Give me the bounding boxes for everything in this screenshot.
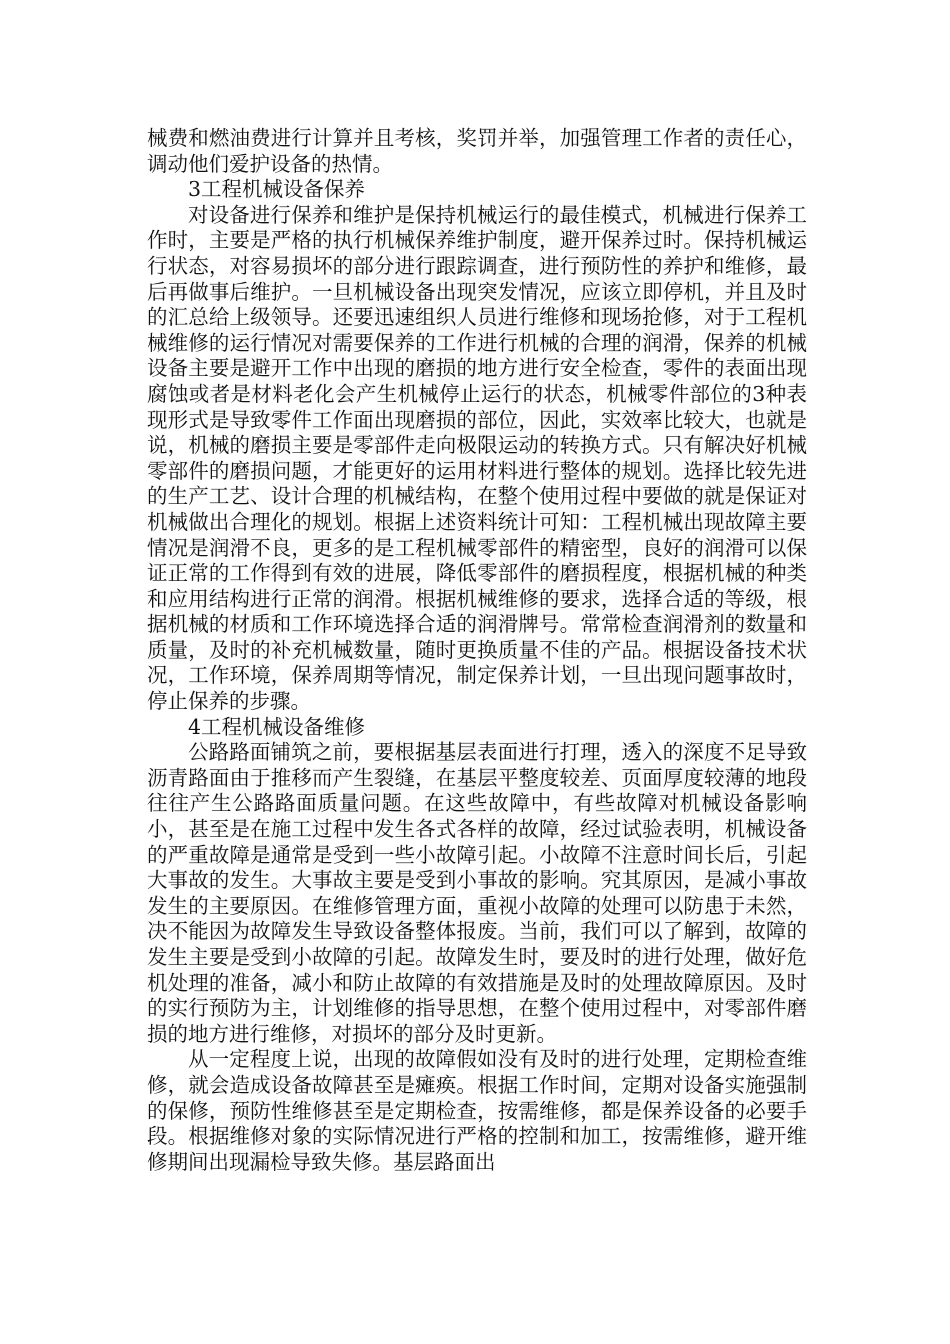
body-paragraph-repair-1: 公路路面铺筑之前，要根据基层表面进行打理，透入的深度不足导致沥青路面由于推移而产生裂缝，在基层平整度较差、页面厚度较薄的地段往往产生公路路面质量问题。在这些故障中，有些故障对机械设备影响小，甚至是在施工过程中发生各式各样的故障，经过试验表明，机械设备的严重故障是通常是受到一些小故障引起。小故障不注意时间长后，引起大事故的发生。大事故主要是受到小事故的影响。究其原因，是减小事故发生的主要原因。在维修管理方面，重视小故障的处理可以防患于未然，决不能因为故障发生导致设备整体报废。当前，我们可以了解到，故障的发生主要是受到小故障的引起。故障发生时，要及时的进行处理，做好危机处理的准备，减小和防止故障的有效措施是及时的处理故障原因。及时的实行预防为主，计划维修的指导思想，在整个使用过程中，对零部件磨损的地方进行维修，对损坏的部分及时更新。 xyxy=(147,740,807,1046)
section-heading-repair: 4工程机械设备维修 xyxy=(188,714,366,739)
document-body xyxy=(147,126,807,1175)
continuation-paragraph: 械费和燃油费进行计算并且考核，奖罚并举，加强管理工作者的责任心，调动他们爱护设备的热情。 xyxy=(147,126,807,176)
body-paragraph-maintenance: 对设备进行保养和维护是保持机械运行的最佳模式，机械进行保养工作时，主要是严格的执行机械保养维护制度，避开保养过时。保持机械运行状态，对容易损坏的部分进行跟踪调查，进行预防性的养护和维修，最后再做事后维护。一旦机械设备出现突发情况，应该立即停机，并且及时的汇总给上级领导。还要迅速组织人员进行维修和现场抢修，对于工程机械维修的运行情况对需要保养的工作进行机械的合理的润滑，保养的机械设备主要是避开工作中出现的磨损的地方进行安全检查，零件的表面出现腐蚀或者是材料老化会产生机械停止运行的状态，机械零件部位的3种表现形式是导致零件工作面出现磨损的部位，因此，实效率比较大，也就是说，机械的磨损主要是零部件走向极限运动的转换方式。只有解决好机械零部件的磨损问题，才能更好的运用材料进行整体的规划。选择比较先进的生产工艺、设计合理的机械结构，在整个使用过程中要做的就是保证对机械做出合理化的规划。根据上述资料统计可知：工程机械出现故障主要情况是润滑不良，更多的是工程机械零部件的精密型，良好的润滑可以保证正常的工作得到有效的进展，降低零部件的磨损程度，根据机械的种类和应用结构进行正常的润滑。根据机械维修的要求，选择合适的等级，根据机械的材质和工作环境选择合适的润滑牌号。常常检查润滑剂的数量和质量，及时的补充机械数量，随时更换质量不佳的产品。根据设备技术状况，工作环境，保养周期等情况，制定保养计划，一旦出现问题事故时，停止保养的步骤。 xyxy=(147,202,807,714)
section-heading-maintenance: 3工程机械设备保养 xyxy=(188,177,366,202)
body-paragraph-repair-2: 从一定程度上说，出现的故障假如没有及时的进行处理，定期检查维修，就会造成设备故障甚至是瘫痪。根据工作时间，定期对设备实施强制的保修，预防性维修甚至是定期检查，按需维修，都是保养设备的必要手段。根据维修对象的实际情况进行严格的控制和加工，按需维修，避开维修期间出现漏检导致失修。基层路面出 xyxy=(147,1047,807,1174)
